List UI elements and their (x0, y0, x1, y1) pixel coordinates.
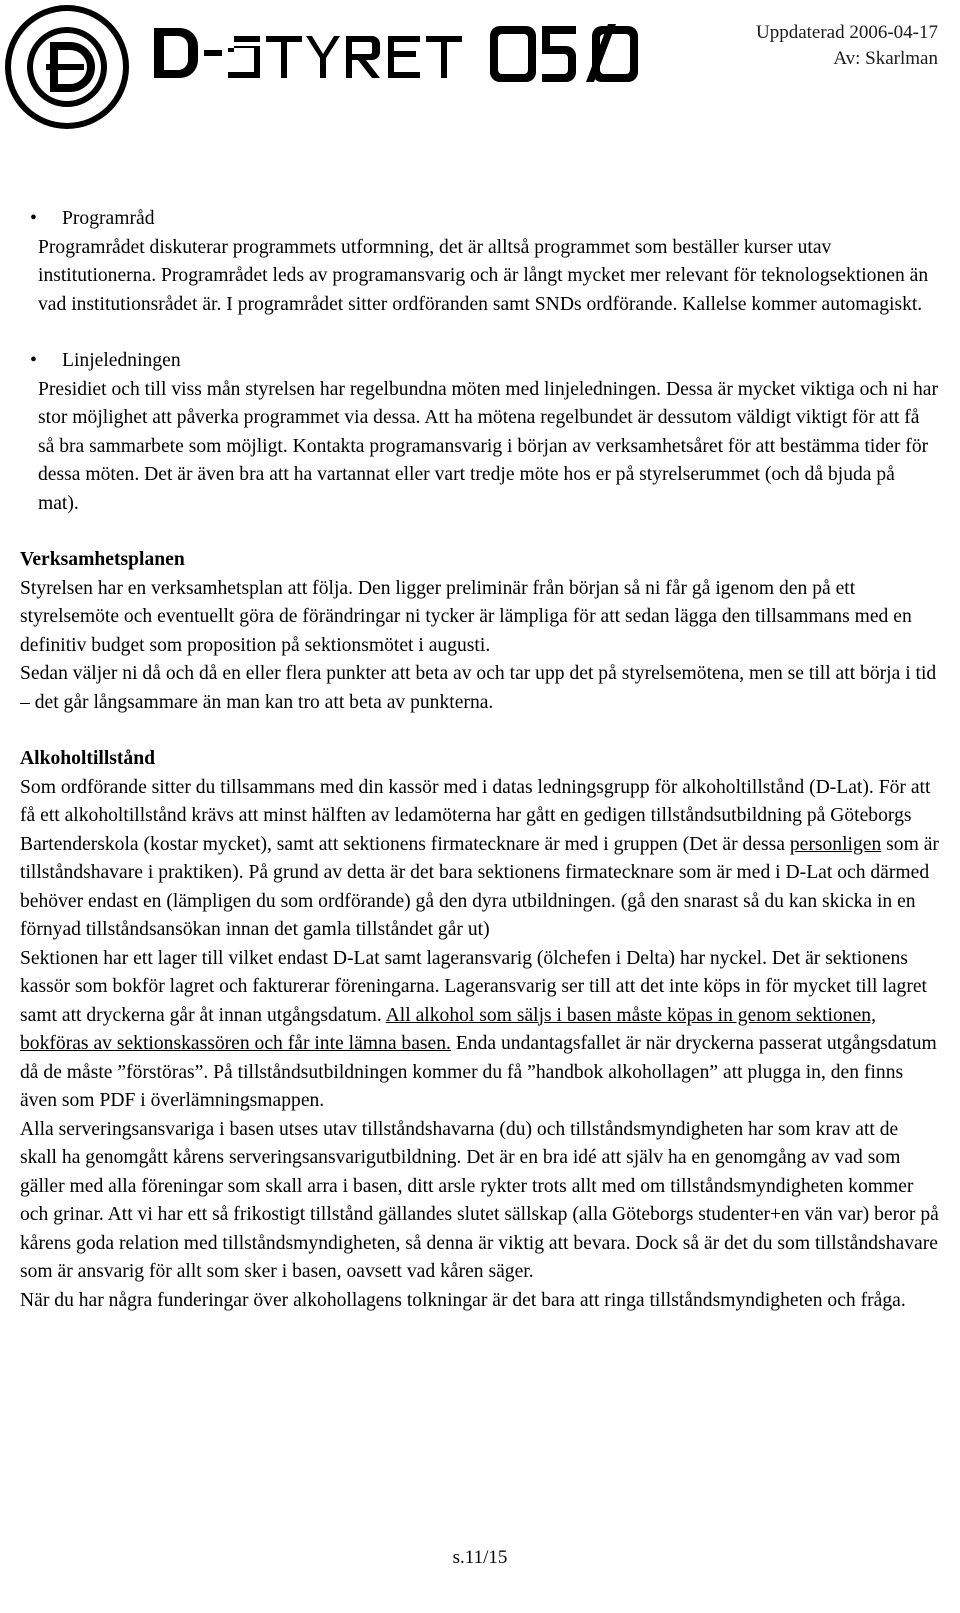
author: Av: Skarlman (833, 48, 938, 69)
updated-date: Uppdaterad 2006-04-17 (755, 22, 938, 43)
datateknik-chalmers-logo (2, 2, 132, 132)
alkoholtillstand-paragraph (20, 774, 940, 945)
document-body (20, 205, 940, 1343)
document-meta (756, 20, 938, 72)
bullet-heading (30, 347, 940, 376)
text-run: Som ordförande sitter du tillsammans med din kassör med i datas ledningsgrupp för alkoholtillstånd (D-Lat). För att få ett alkoholtillstånd krävs att minst hälften av ledamöterna har gått en gedigen tillståndsutbildning på Göteborgs Bartenderskola (kostar mycket), samt att sektionens firmatecknare är med i gruppen (Det är dessa (20, 776, 931, 855)
underlined-text: All alkohol som säljs i basen måste köpas in genom sektionen, bokföras av sektionskassören och får inte lämna basen. (20, 1004, 876, 1054)
programrad-body: Programrådet diskuterar programmets utformning, det är alltså programmet som beställer kurser utav institutionerna. Programrådet leds av programansvarig och är långt mycket mer relevant för teknologsektionen än vad institutionsrådet är. I programrådet sitter ordföranden samt SNDs ordförande. Kallelse kommer automagiskt. (38, 236, 929, 315)
alkoholtillstand-heading: Alkoholtillstånd (20, 748, 156, 769)
verksamhetsplanen-heading: Verksamhetsplanen (20, 549, 185, 570)
section-linjeledningen (20, 347, 940, 518)
bullet-icon: • (30, 208, 37, 229)
alkoholtillstand-paragraph (20, 945, 940, 1116)
verksamhetsplanen-paragraph: Sedan väljer ni då och då en eller flera punkter att beta av och tar upp det på styrelsemötena, men se till att börja i tid – det går långsammare än man kan tro att beta av punkterna. (20, 663, 937, 713)
section-alkoholtillstand (20, 745, 940, 1315)
bullet-icon: • (30, 350, 37, 371)
section-verksamhetsplanen (20, 546, 940, 717)
bullet-heading (30, 205, 940, 234)
text-run: Sektionen har ett lager till vilket endast D-Lat samt lageransvarig (ölchefen i Delta) har nyckel. Det är sektionens kassör som bokför lagret och fakturerar föreningarna. Lageransvarig ser till att det inte köps in för mycket till lagret samt att dryckerna går åt innan utgångsdatum. (20, 947, 927, 1026)
alkoholtillstand-paragraph: När du har några funderingar över alkohollagens tolkningar är det bara att ringa tillståndsmyndigheten och fråga. (20, 1289, 906, 1311)
page-header (0, 0, 960, 140)
alkoholtillstand-paragraph: Alla serveringsansvariga i basen utses utav tillståndshavarna (du) och tillståndsmyndigheten har som krav att de skall ha genomgått kårens serveringsansvarigutbildning. Det är en bra idé att själv ha en genomgång av vad som gäller med alla föreningar som skall arra i basen, ditt arsle rykter trots allt med om tillståndsmyndigheten kommer och grinar. Att vi har ett så frikostigt tillstånd gällandes slutet sällskap (alla Göteborgs studenter+en vän var) beror på kårens goda relation med tillståndsmyndigheten, så denna är viktig att bevara. Dock så är det du som tillståndshavare som är ansvarig för allt som sker i basen, oavsett vad kåren säger. (20, 1118, 939, 1282)
section-programrad (20, 205, 940, 319)
page-number: s.11/15 (452, 1547, 508, 1568)
text-run: som är tillståndshavare i praktiken). På grund av detta är det bara sektionens firmatecknare som är med i D-Lat och därmed behöver endast en (lämpligen du som ordförande) gå den dyra utbildningen. (gå den snarast så du kan skicka in en förnyad tillståndsansökan innan det gamla tillståndet går ut) (20, 833, 939, 940)
underlined-text: personligen (789, 833, 882, 855)
programrad-title: Programråd (62, 208, 155, 229)
d-styret-wordmark (150, 22, 650, 84)
linjeledningen-body: Presidiet och till viss mån styrelsen har regelbundna möten med linjeledningen. Dessa är mycket viktiga och ni har stor möjlighet att påverka programmet via dessa. Att ha mötena regelbundet är dessutom väldigt viktigt för att få så bra sammarbete som möjligt. Kontakta programansvarig i början av verksamhetsåret för att bestämma tider för dessa möten. Det är även bra att ha vartannat eller vart tredje möte hos er på styrelserummet (och då bjuda på mat). (38, 378, 938, 514)
text-run: Enda undantagsfallet är när dryckerna passerat utgångsdatum då de måste ”förstöras”. På tillståndsutbildningen kommer du få ”handbok alkohollagen” att plugga in, den finns även som PDF i överlämningsmappen. (20, 1033, 937, 1111)
verksamhetsplanen-paragraph: Styrelsen har en verksamhetsplan att följa. Den ligger preliminär från början så ni får gå igenom den på ett styrelsemöte och eventuellt göra de förändringar ni tycker är lämpliga för att sedan lägga den tillsammans med en definitiv budget som proposition på sektionsmötet i augusti. (20, 577, 912, 656)
linjeledningen-title: Linjeledningen (62, 350, 181, 371)
